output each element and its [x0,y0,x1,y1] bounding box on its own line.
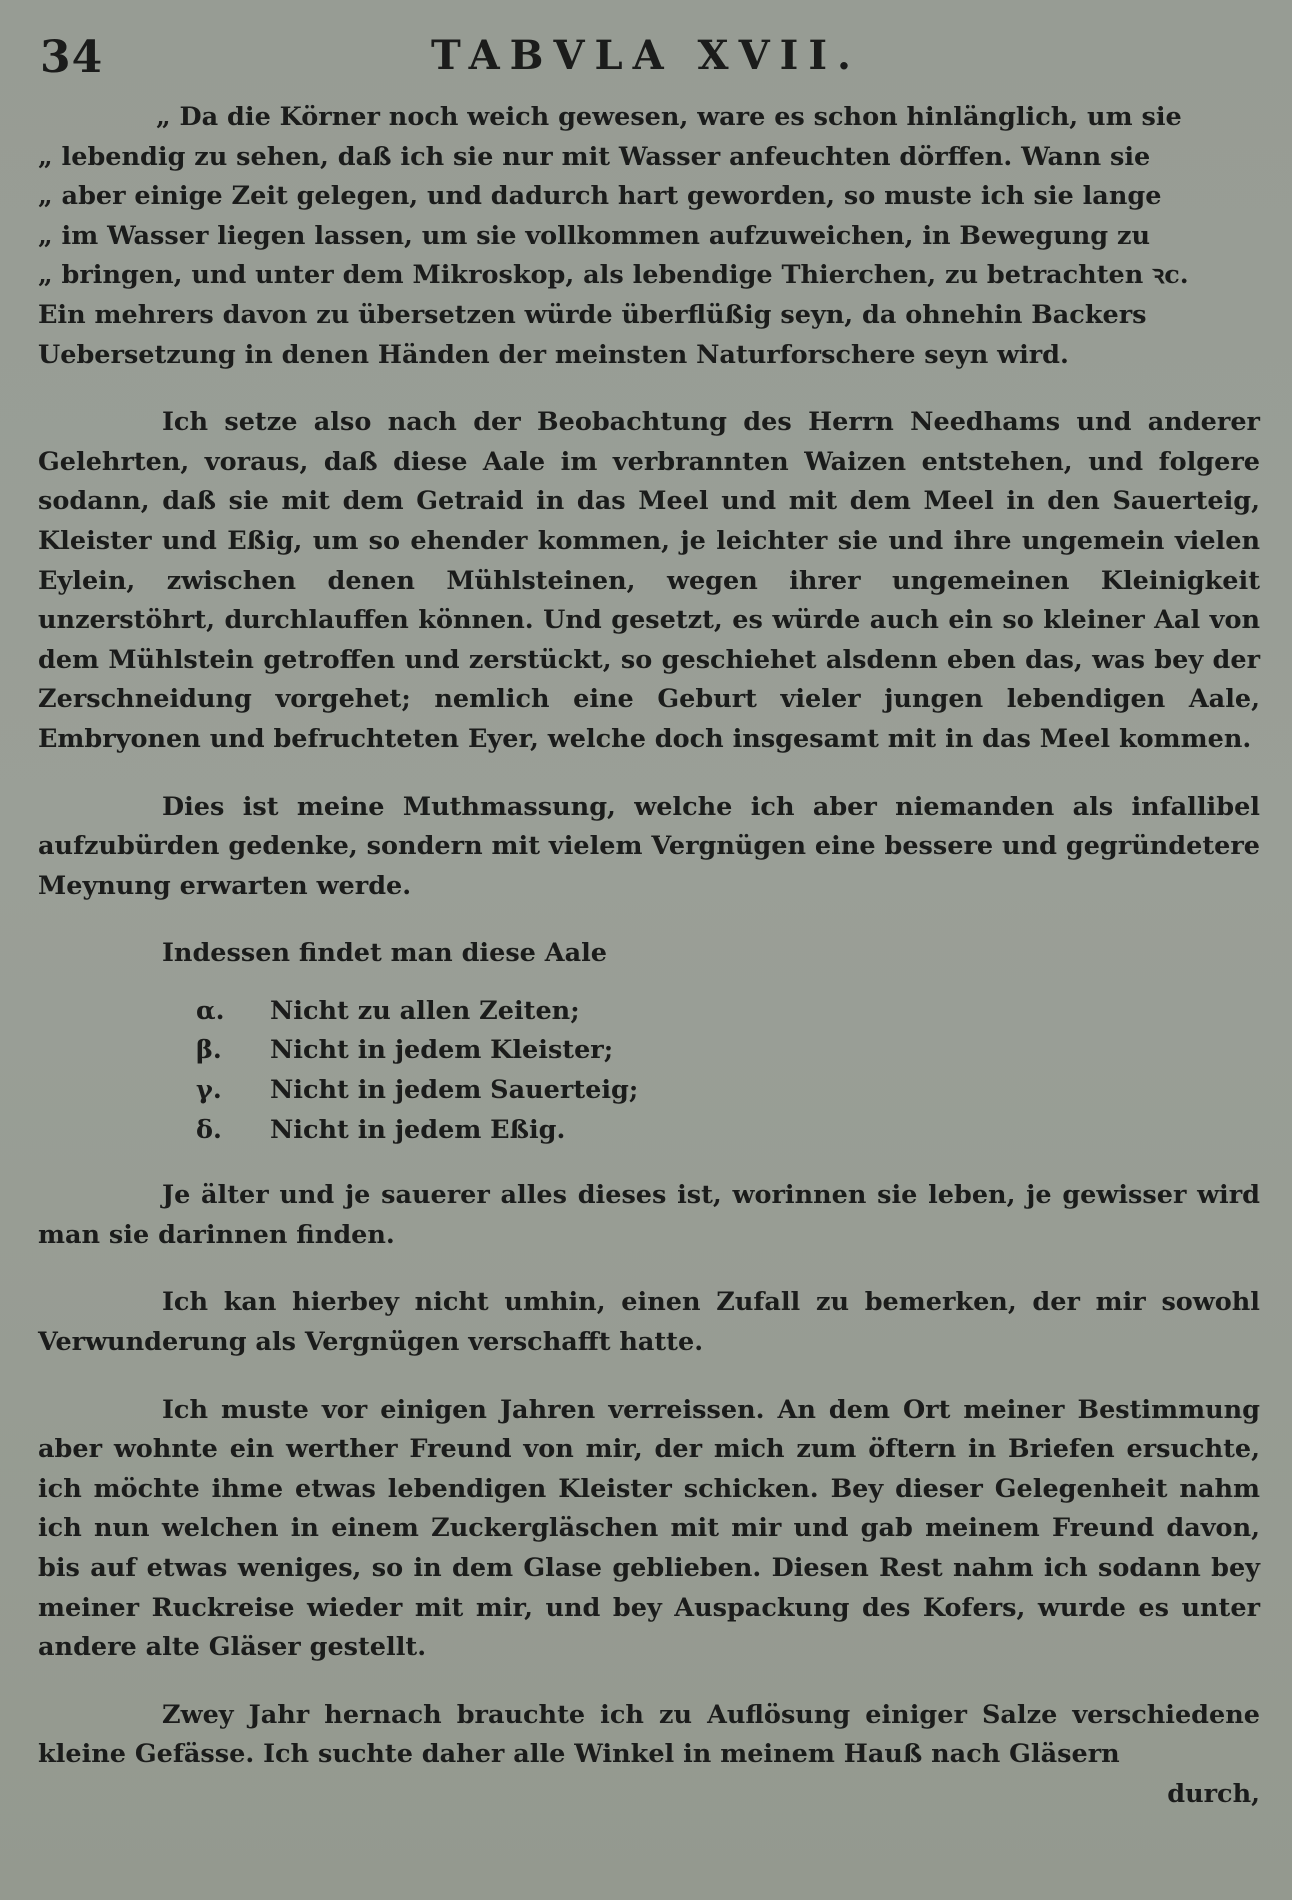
paragraph: Ich kan hierbey nicht umhin, einen Zufall zu bemerken, der mir sowohl Verwunderung als Vergnügen verschafft hatte. [38,1287,1260,1358]
quote-line: „ aber einige Zeit gelegen, und dadurch hart geworden, so muste ich sie lange [38,181,1162,212]
page-body [38,98,1260,1815]
list-intro: Indessen findet man diese Aale [162,938,608,969]
list-item-text: Nicht in jedem Kleister; [270,1035,614,1066]
paragraph: Zwey Jahr hernach brauchte ich zu Auflösung einiger Salze verschiedene kleine Gefässe. Ich suchte daher alle Winkel in meinem Hauß nach Gläsern [38,1699,1260,1770]
list-item [196,1031,1260,1071]
paragraph: Ich setze also nach der Beobachtung des Herrn Needhams und anderer Gelehrten, voraus, daß diese Aale im verbrannten Waizen entstehen, und folgere sodann, daß sie mit dem Getraid in das Meel und mit dem Meel in den Sauerteig, Kleister und Eßig, um so ehender kommen, je leichter sie und ihre ungemein vielen Eylein, zwischen denen Mühlsteinen, wegen ihrer ungemeinen Kleinigkeit unzerstöhrt, durchlauffen können. Und gesetzt, es würde auch ein so kleiner Aal von dem Mühlstein getroffen und zerstückt, so geschiehet alsdenn eben das, was bey der Zerschneidung vorgehet; nemlich eine Geburt vieler jungen lebendigen Aale, Embryonen und befruchteten Eyer, welche doch insgesamt mit in das Meel kommen. [38,407,1260,754]
quote-line: Ein mehrers davon zu übersetzen würde überflüßig seyn, da ohnehin Backers [38,299,1147,330]
quote-line: „ im Wasser liegen lassen, um sie vollkommen aufzuweichen, in Bewegung zu [38,220,1151,251]
quote-line: „ bringen, und unter dem Mikroskop, als lebendige Thierchen, zu betrachten ꝛc. [38,260,1189,291]
list-item [196,1111,1260,1151]
quote-line: „ lebendig zu sehen, daß ich sie nur mit Wasser anfeuchten dörffen. Wann sie [38,141,1151,172]
list-marker: β. [196,1035,222,1066]
list-item [196,992,1260,1032]
list-marker: γ. [196,1075,222,1106]
list-marker: δ. [196,1114,222,1145]
list-marker: α. [196,995,225,1026]
catchword: durch, [1167,1778,1260,1809]
page-header [0,18,1292,88]
quote-line: „ Da die Körner noch weich gewesen, ware es schon hinlänglich, um sie [156,102,1182,132]
page-number: 34 [40,32,104,83]
paragraph: Ich muste vor einigen Jahren verreissen. An dem Ort meiner Bestimmung aber wohnte ein werther Freund von mir, der mich zum öftern in Briefen ersuchte, ich möchte ihme etwas lebendigen Kleister schicken. Bey dieser Gelegenheit nahm ich nun welchen in einem Zuckergläschen mit mir und gab meinem Freund davon, bis auf etwas weniges, so in dem Glase geblieben. Diesen Rest nahm ich sodann bey meiner Ruckreise wieder mit mir, und bey Auspackung des Kofers, wurde es unter andere alte Gläser gestellt. [38,1394,1260,1663]
list-item [196,1071,1260,1111]
quote-line: Uebersetzung in denen Händen der meinsten Naturforschere seyn wird. [38,339,1069,370]
running-title: TABVLA XVII. [431,32,861,79]
list-item-text: Nicht zu allen Zeiten; [270,995,580,1026]
paragraph: Je älter und je sauerer alles dieses ist, worinnen sie leben, je gewisser wird man sie darinnen finden. [38,1180,1260,1250]
paragraph: Dies ist meine Muthmassung, welche ich aber niemanden als infallibel aufzubürden gedenke, sondern mit vielem Vergnügen eine bessere und gegründetere Meynung erwarten werde. [38,791,1260,901]
quoted-passage [38,98,1260,375]
list-item-text: Nicht in jedem Eßig. [270,1114,566,1145]
list-item-text: Nicht in jedem Sauerteig; [270,1075,639,1106]
conditions-list [196,992,1260,1150]
